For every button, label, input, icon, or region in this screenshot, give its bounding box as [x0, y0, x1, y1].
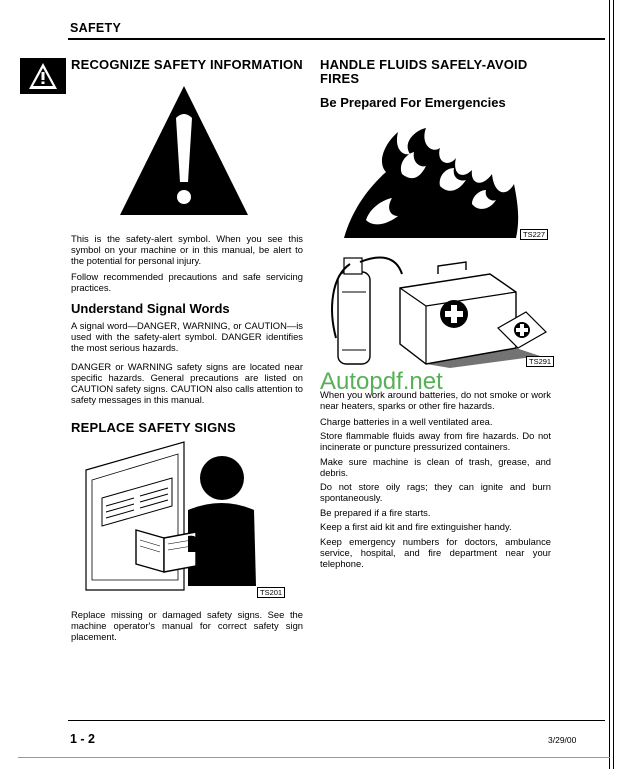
- signal-word-text: A signal word—DANGER, WARNING, or CAUTION—is used with the safety-alert symbol. DANGER identifies the most serious hazards.: [71, 320, 303, 353]
- heading-replace-safety-signs: REPLACE SAFETY SIGNS: [71, 420, 236, 435]
- safety-signs-location-text: DANGER or WARNING safety signs are located near specific hazards. General precautions are listed on CAUTION safety signs. CAUTION also calls attention to safety messages in this manual.: [71, 361, 303, 405]
- fire-safety-item: When you work around batteries, do not smoke or work near heaters, sparks or other fire hazards.: [320, 389, 551, 411]
- heading-recognize-safety: RECOGNIZE SAFETY INFORMATION: [71, 57, 303, 72]
- header-rule: [68, 38, 605, 40]
- heading-be-prepared: Be Prepared For Emergencies: [320, 95, 506, 110]
- precautions-text: Follow recommended precautions and safe servicing practices.: [71, 271, 303, 293]
- page-edge-line: [609, 0, 610, 769]
- reading-manual-illustration: [84, 440, 290, 592]
- figure-tag-ts227: TS227: [520, 229, 548, 240]
- bottom-edge-line: [18, 757, 610, 758]
- fire-safety-item: Charge batteries in a well ventilated area.: [320, 416, 493, 427]
- fire-safety-item: Store flammable fluids away from fire hazards. Do not incinerate or puncture pressurized containers.: [320, 430, 551, 452]
- fire-flames-illustration: [342, 124, 527, 240]
- fire-safety-item: Keep a first aid kit and fire extinguisher handy.: [320, 521, 512, 532]
- figure-tag-ts201: TS201: [257, 587, 285, 598]
- fire-safety-item: Make sure machine is clean of trash, grease, and debris.: [320, 456, 551, 478]
- heading-handle-fluids-line2: FIRES: [320, 71, 360, 86]
- footer-rule: [68, 720, 605, 721]
- fire-safety-item: Be prepared if a fire starts.: [320, 507, 431, 518]
- safety-alert-symbol-icon: [118, 84, 250, 219]
- extinguisher-first-aid-illustration: [320, 252, 550, 368]
- page-number: 1 - 2: [70, 732, 96, 746]
- watermark: Autopdf.net: [320, 368, 443, 395]
- heading-signal-words: Understand Signal Words: [71, 301, 230, 316]
- heading-handle-fluids: HANDLE FLUIDS SAFELY-AVOID: [320, 57, 528, 72]
- section-header: SAFETY: [70, 21, 122, 35]
- warning-triangle-icon: [27, 61, 59, 91]
- fire-safety-item: Do not store oily rags; they can ignite and burn spontaneously.: [320, 481, 551, 503]
- alert-symbol-text: This is the safety-alert symbol. When you see this symbol on your machine or in this manual, be alert to the potential for personal injury.: [71, 233, 303, 266]
- fire-safety-item: Keep emergency numbers for doctors, ambulance service, hospital, and fire department near your telephone.: [320, 536, 551, 569]
- revision-date: 3/29/00: [548, 735, 577, 745]
- figure-tag-ts291: TS291: [526, 356, 554, 367]
- replace-signs-text: Replace missing or damaged safety signs. See the machine operator's manual for correct safety sign placement.: [71, 609, 303, 642]
- page-edge-line-outer: [613, 0, 614, 769]
